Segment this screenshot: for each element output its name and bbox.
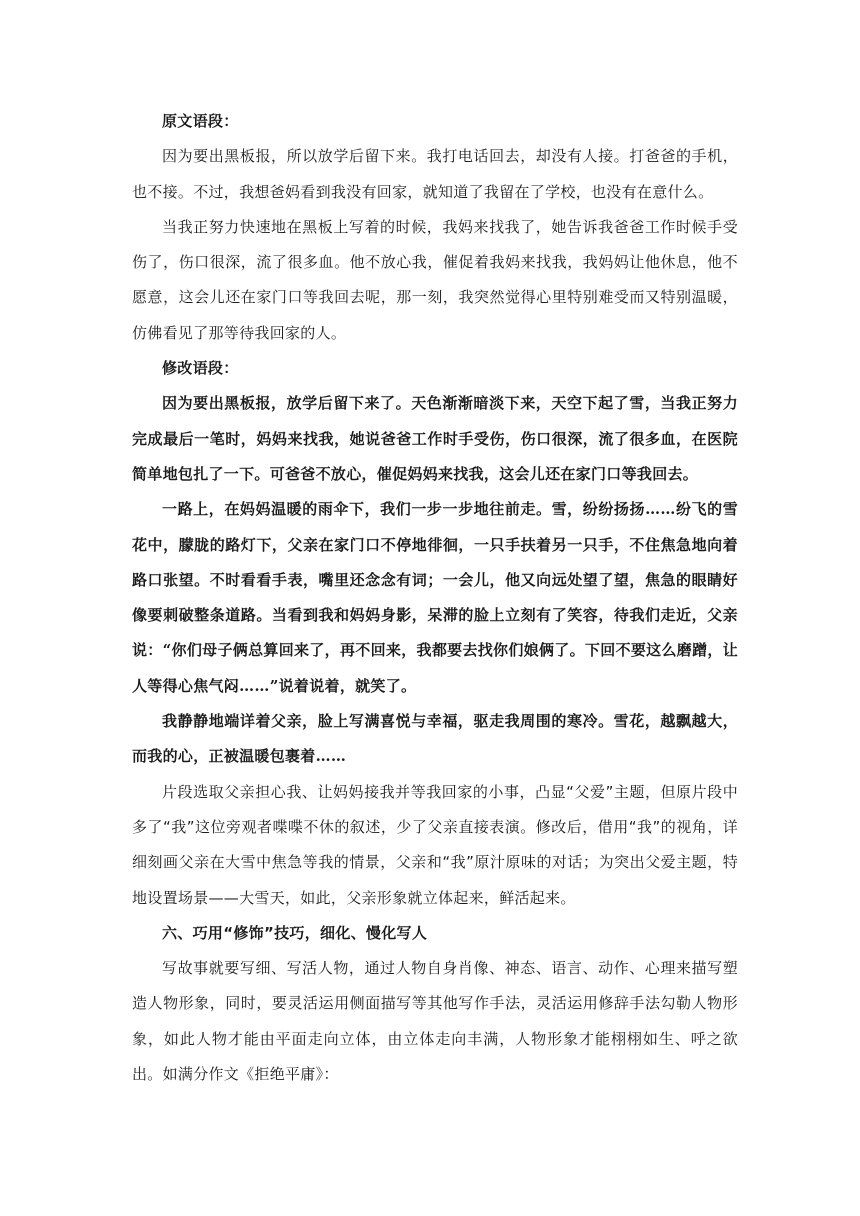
original-paragraph-1: 因为要出黑板报，所以放学后留下来。我打电话回去，却没有人接。打爸爸的手机，也不接。不过，我想爸妈看到我没有回家，就知道了我留在了学校，也没有在意什么。 — [132, 147, 738, 201]
revised-section-heading: 修改语段： — [162, 359, 239, 378]
document-page — [132, 104, 738, 1092]
revised-paragraph-3: 我静静地端详着父亲，脸上写满喜悦与幸福，驱走我周围的寒冷。雪花，越飘越大，而我的心，正被温暖包裹着…… — [132, 712, 738, 766]
section-six-heading: 六、巧用“修饰”技巧，细化、慢化写人 — [162, 923, 428, 942]
original-section-heading: 原文语段： — [162, 112, 239, 130]
original-paragraph-2: 当我正努力快速地在黑板上写着的时候，我妈来找我了，她告诉我爸爸工作时候手受伤了，伤口很深，流了很多血。他不放心我，催促着我妈来找我，我妈妈让他休息，他不愿意，这会儿还在家门口等我回去呢，那一刻，我突然觉得心里特别难受而又特别温暖，仿佛看见了那等待我回家的人。 — [132, 217, 738, 342]
revised-paragraph-1: 因为要出黑板报，放学后留下来了。天色渐渐暗淡下来，天空下起了雪，当我正努力完成最后一笔时，妈妈来找我，她说爸爸工作时手受伤，伤口很深，流了很多血，在医院简单地包扎了一下。可爸爸不放心，催促妈妈来找我，这会儿还在家门口等我回去。 — [132, 394, 738, 483]
revised-paragraph-2: 一路上，在妈妈温暖的雨伞下，我们一步一步地往前走。雪，纷纷扬扬……纷飞的雪花中，朦胧的路灯下，父亲在家门口不停地徘徊，一只手扶着另一只手，不住焦急地向着路口张望。不时看看手表，嘴里还念念有词；一会儿，他又向远处望了望，焦急的眼睛好像要刺破整条道路。当看到我和妈妈身影，呆滞的脸上立刻有了笑容，待我们走近，父亲说：“你们母子俩总算回来了，再不回来，我都要去找你们娘俩了。下回不要这么磨蹭，让人等得心焦气闷……”说着说着，就笑了。 — [132, 500, 738, 695]
commentary-paragraph: 片段选取父亲担心我、让妈妈接我并等我回家的小事，凸显“父爱”主题，但原片段中多了“我”这位旁观者喋喋不休的叙述，少了父亲直接表演。修改后，借用“我”的视角，详细刻画父亲在大雪中焦急等我的情景，父亲和“我”原汁原味的对话；为突出父爱主题，特地设置场景——大雪天，如此，父亲形象就立体起来，鲜活起来。 — [132, 782, 738, 907]
section-six-paragraph: 写故事就要写细、写活人物，通过人物自身肖像、神态、语言、动作、心理来描写塑造人物形象，同时，要灵活运用侧面描写等其他写作手法，灵活运用修辞手法勾勒人物形象，如此人物才能由平面走向立体，由立体走向丰满，人物形象才能栩栩如生、呼之欲出。如满分作文《拒绝平庸》： — [132, 959, 738, 1084]
